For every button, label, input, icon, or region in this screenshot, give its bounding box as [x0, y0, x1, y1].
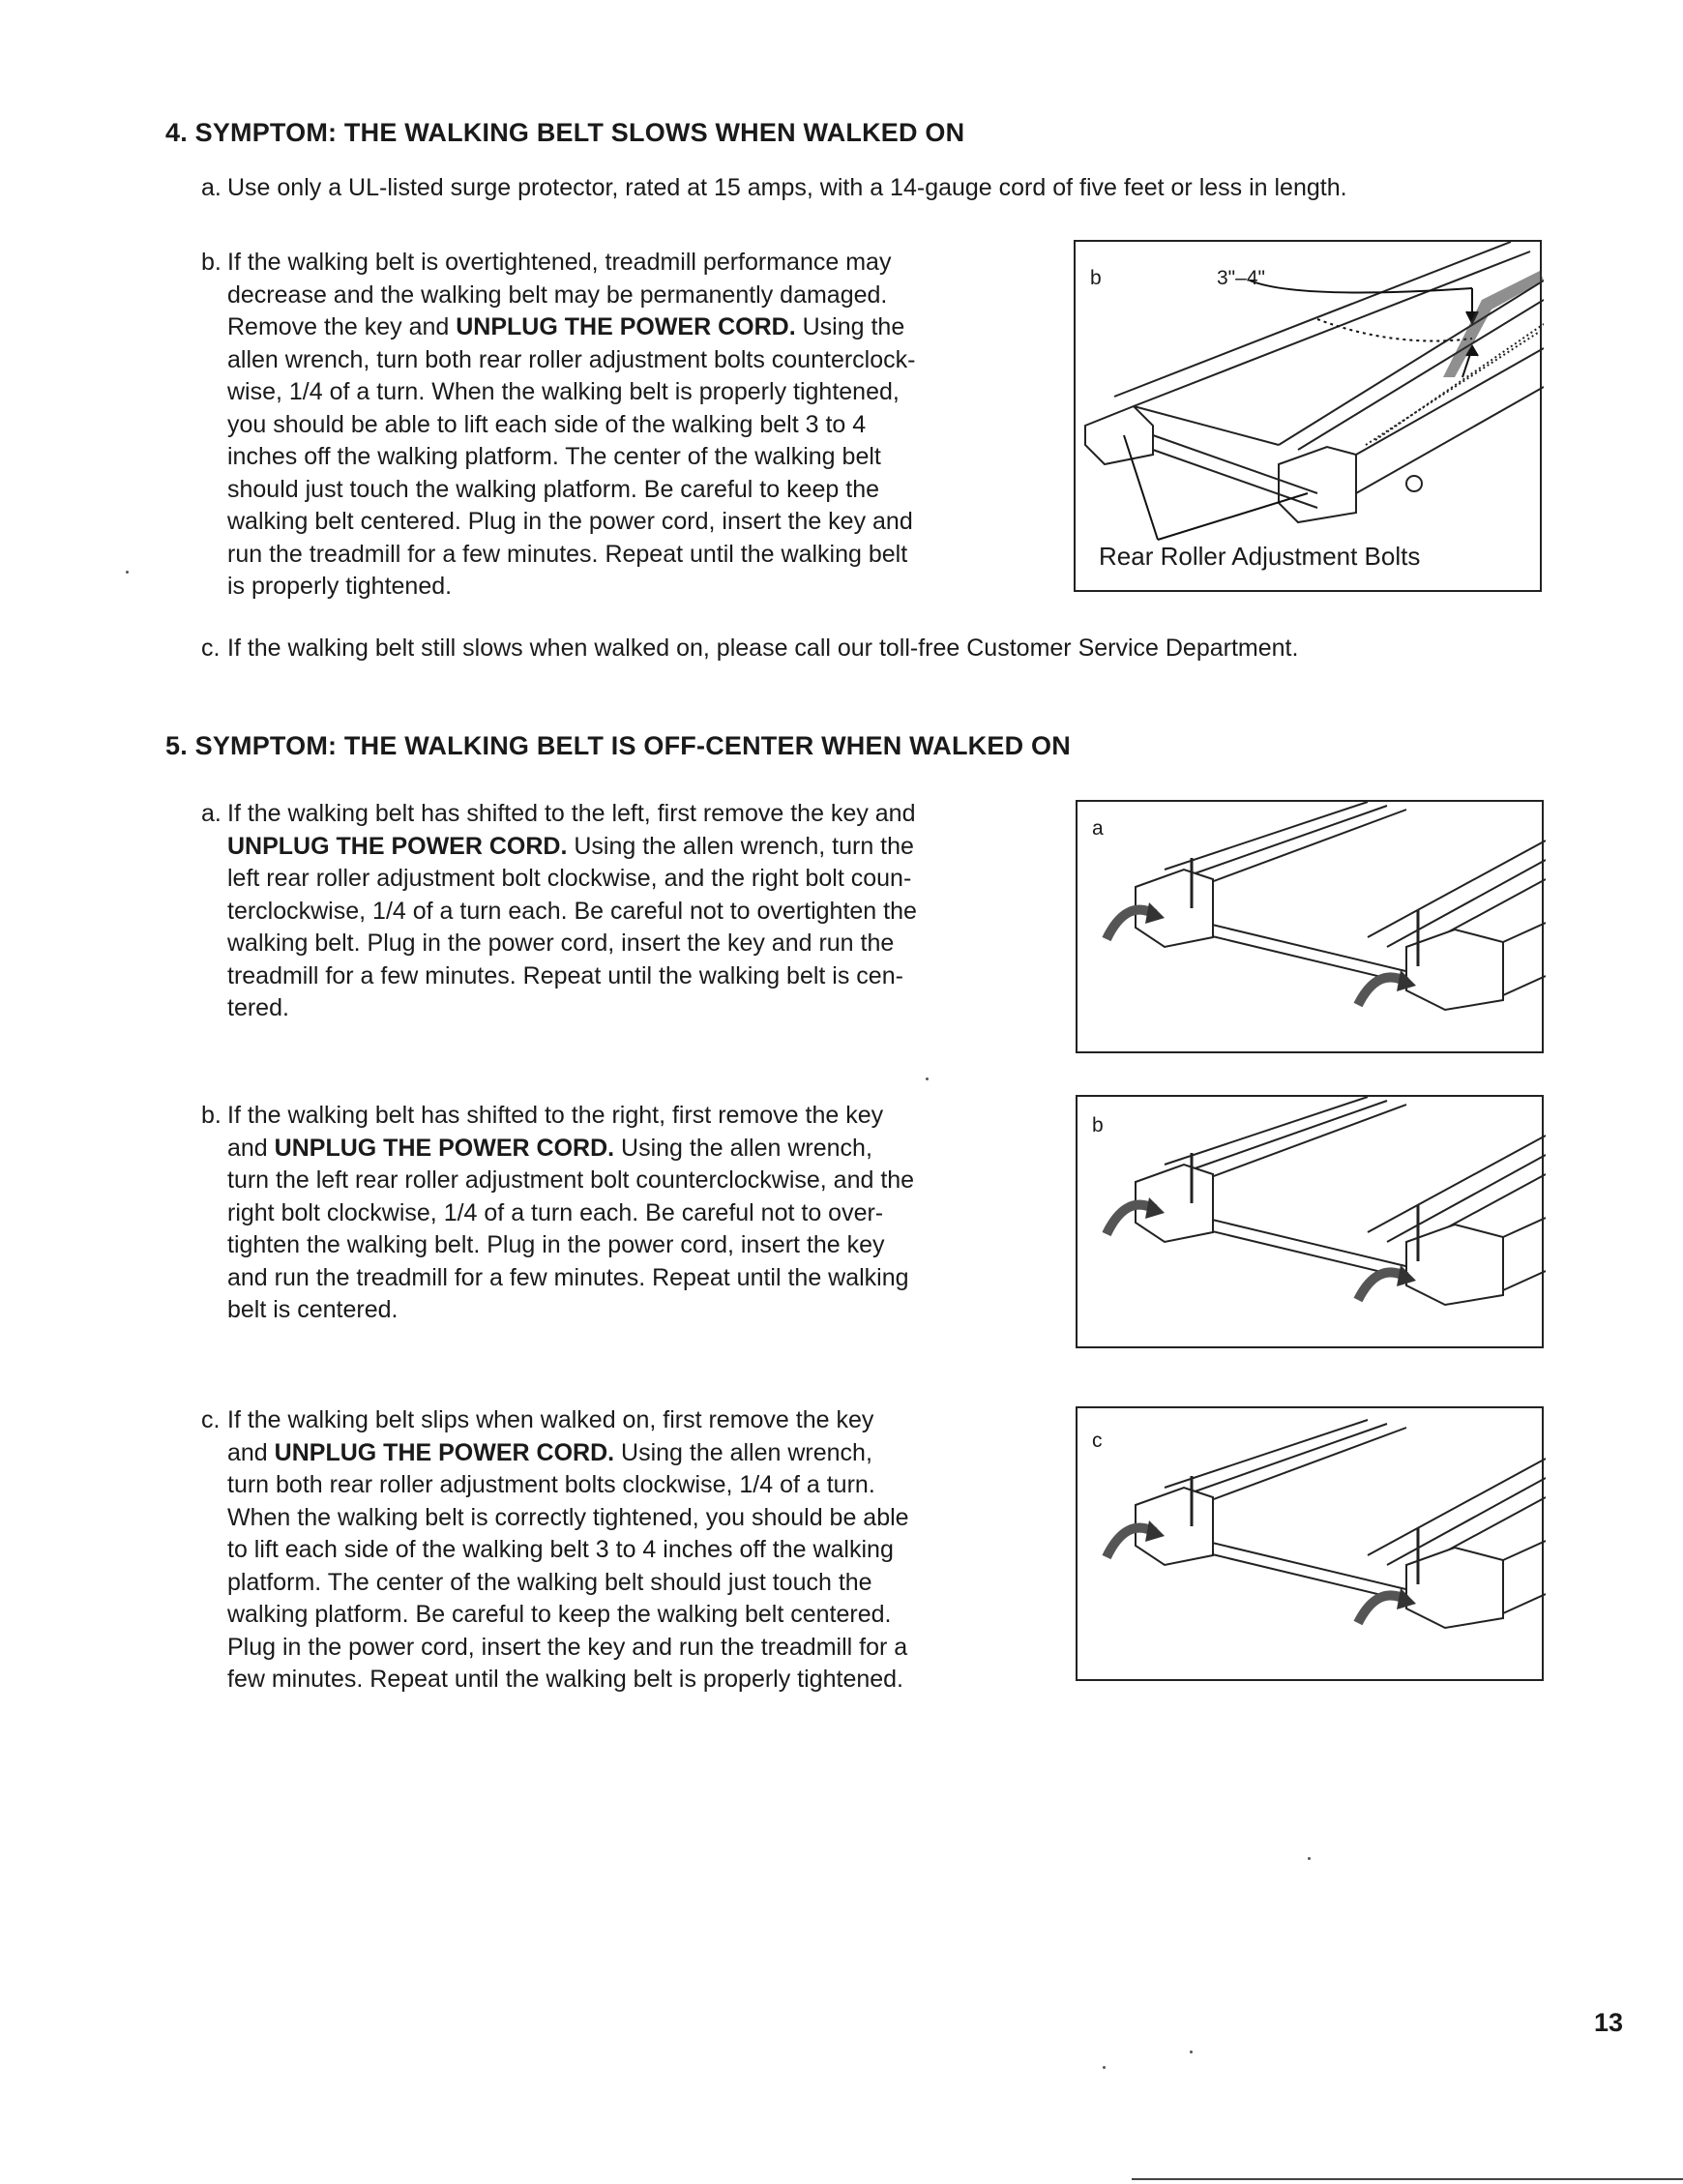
- text-line: Remove the key and UNPLUG THE POWER CORD. Using the: [227, 313, 905, 340]
- scan-speck: [1308, 1857, 1311, 1860]
- item-label: b.: [201, 1102, 221, 1129]
- text-line: left rear roller adjustment bolt clockwise, and the right bolt coun-: [227, 865, 912, 892]
- text-line: and UNPLUG THE POWER CORD. Using the allen wrench,: [227, 1134, 872, 1162]
- scan-speck: [126, 571, 129, 574]
- section-4-item-a: [201, 172, 1347, 205]
- text-line: wise, 1/4 of a turn. When the walking belt is properly tightened,: [227, 378, 900, 405]
- text-line: tered.: [227, 994, 289, 1021]
- treadmill-rear-illustration: [1078, 802, 1546, 1055]
- section-4-heading: 4. SYMPTOM: THE WALKING BELT SLOWS WHEN WALKED ON: [165, 118, 965, 147]
- text-line: to lift each side of the walking belt 3 to 4 inches off the walking: [227, 1536, 894, 1563]
- item-label: a.: [201, 174, 221, 201]
- scan-speck: [926, 1077, 929, 1080]
- text-line: decrease and the walking belt may be permanently damaged.: [227, 280, 888, 309]
- text-line: you should be able to lift each side of the walking belt 3 to 4: [227, 410, 867, 438]
- text-line: Use only a UL-listed surge protector, rated at 15 amps, with a 14-gauge cord of five feet or less in length.: [227, 174, 1347, 201]
- text-line: turn both rear roller adjustment bolts clockwise, 1/4 of a turn.: [227, 1471, 875, 1498]
- text-line: walking platform. Be careful to keep the walking belt centered.: [227, 1601, 892, 1628]
- text-line: If the walking belt has shifted to the left, first remove the key and: [227, 800, 916, 827]
- figure-caption: Rear Roller Adjustment Bolts: [1099, 542, 1421, 571]
- section-5-item-a: [201, 798, 917, 1025]
- text-line: run the treadmill for a few minutes. Repeat until the walking belt: [227, 540, 908, 568]
- figure-letter: b: [1092, 1114, 1104, 1136]
- section-5-heading: 5. SYMPTOM: THE WALKING BELT IS OFF-CENTER WHEN WALKED ON: [165, 731, 1071, 760]
- text-line: turn the left rear roller adjustment bolt counterclockwise, and the: [227, 1166, 915, 1194]
- text-line: is properly tightened.: [227, 573, 453, 600]
- treadmill-rear-illustration: [1078, 1097, 1546, 1350]
- text-line: If the walking belt slips when walked on, first remove the key: [227, 1406, 874, 1433]
- page-number: 13: [1594, 2008, 1624, 2037]
- text-line: When the walking belt is correctly tightened, you should be able: [227, 1503, 909, 1531]
- item-label: c.: [201, 1406, 221, 1433]
- text-line: tighten the walking belt. Plug in the power cord, insert the key: [227, 1231, 885, 1258]
- text-line: right bolt clockwise, 1/4 of a turn each. Be careful not to over-: [227, 1198, 884, 1226]
- text-line: If the walking belt is overtightened, treadmill performance may: [227, 249, 892, 276]
- measurement-label: 3"–4": [1217, 267, 1265, 289]
- treadmill-rear-illustration: [1078, 1408, 1546, 1683]
- text-line: Plug in the power cord, insert the key and run the treadmill for a: [227, 1633, 908, 1661]
- scan-speck: [1190, 2051, 1193, 2053]
- figure-letter: b: [1090, 267, 1102, 289]
- text-line: treadmill for a few minutes. Repeat until the walking belt is cen-: [227, 961, 903, 989]
- section-4-item-c: [201, 633, 1299, 665]
- figure-5b: [1076, 1095, 1544, 1348]
- text-line: allen wrench, turn both rear roller adjustment bolts counterclock-: [227, 345, 916, 373]
- text-line: should just touch the walking platform. Be careful to keep the: [227, 475, 879, 503]
- figure-4b-rear-roller: [1074, 240, 1542, 592]
- item-label: c.: [201, 635, 221, 662]
- scan-speck: [1103, 2066, 1106, 2069]
- text-line: platform. The center of the walking belt should just touch the: [227, 1568, 872, 1596]
- figure-5c: [1076, 1406, 1544, 1681]
- text-line: walking belt. Plug in the power cord, insert the key and run the: [227, 930, 895, 957]
- text-line: inches off the walking platform. The center of the walking belt: [227, 443, 881, 470]
- text-line: If the walking belt still slows when walked on, please call our toll-free Customer Service Department.: [227, 635, 1299, 662]
- figure-letter: c: [1092, 1430, 1103, 1452]
- text-line: If the walking belt has shifted to the right, first remove the key: [227, 1102, 884, 1129]
- text-line: and UNPLUG THE POWER CORD. Using the allen wrench,: [227, 1438, 872, 1466]
- section-5-item-c: [201, 1404, 909, 1697]
- section-5-item-b: [201, 1100, 915, 1327]
- text-line: belt is centered.: [227, 1296, 399, 1323]
- text-line: terclockwise, 1/4 of a turn each. Be careful not to overtighten the: [227, 897, 917, 925]
- figure-letter: a: [1092, 817, 1104, 840]
- item-label: b.: [201, 249, 221, 276]
- text-line: walking belt centered. Plug in the power cord, insert the key and: [227, 508, 913, 535]
- bottom-edge-rule: [1132, 2178, 1683, 2180]
- text-line: UNPLUG THE POWER CORD. Using the allen wrench, turn the: [227, 832, 914, 860]
- text-line: and run the treadmill for a few minutes. Repeat until the walking: [227, 1263, 909, 1291]
- figure-5a: [1076, 800, 1544, 1053]
- text-line: few minutes. Repeat until the walking belt is properly tightened.: [227, 1666, 903, 1693]
- section-4-item-b: [201, 247, 916, 604]
- item-label: a.: [201, 800, 221, 827]
